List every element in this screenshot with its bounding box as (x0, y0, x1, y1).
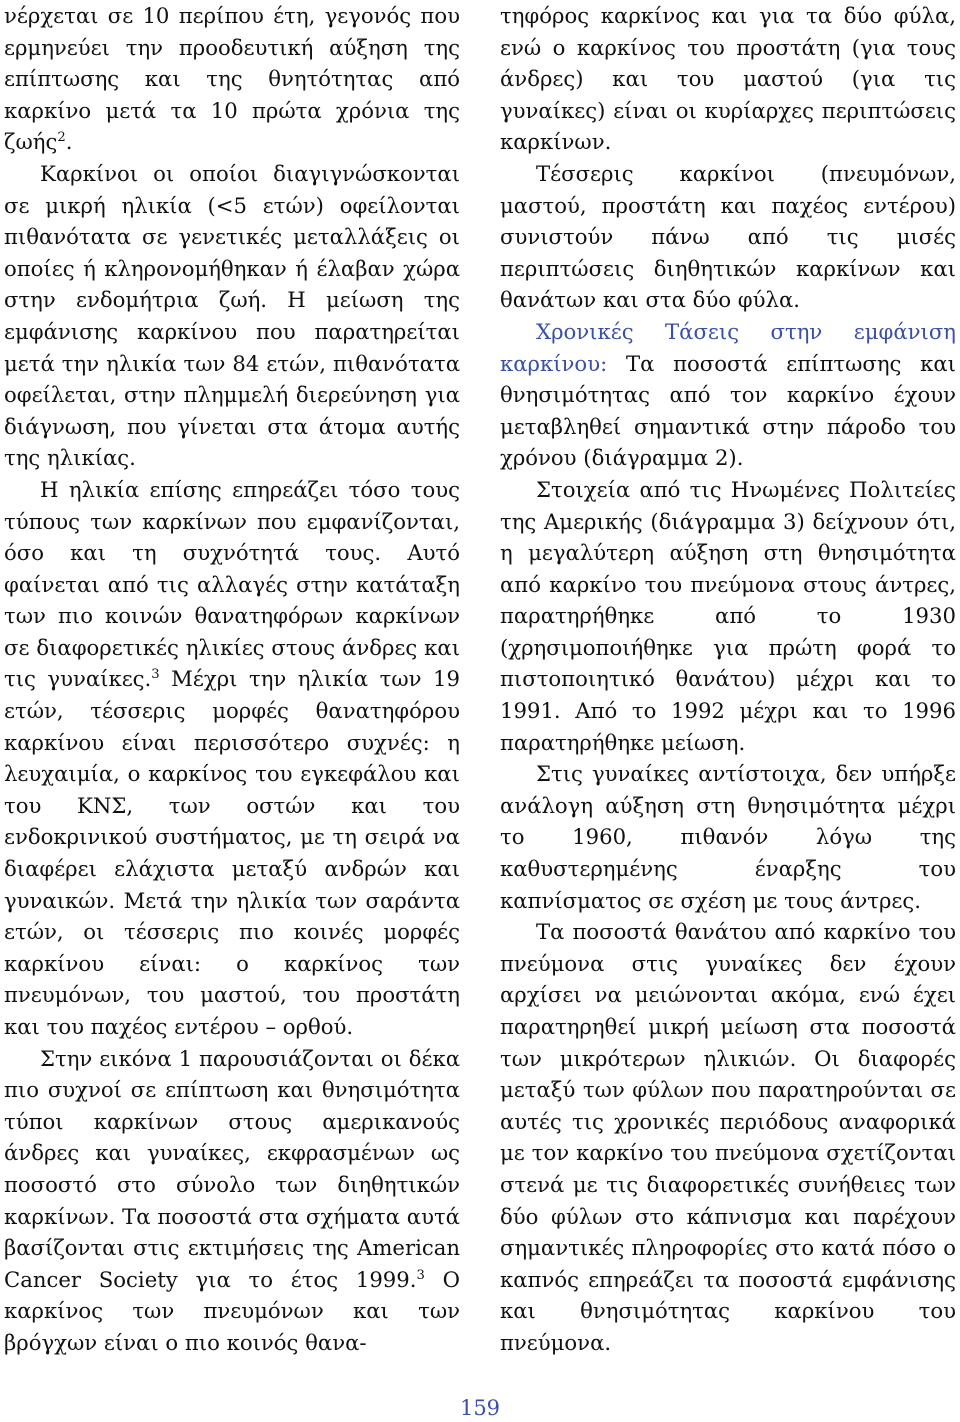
paragraph-right-2: Τέσσερις καρκίνοι (πνευμόνων, μαστού, προστάτη και παχέος εντέρου) συνιστούν πάνω από τις μισές περιπτώσεις διηθητικών καρκίνων και θανάτων και στα δύο φύλα. (500, 160, 956, 313)
page-number: 159 (459, 1396, 501, 1420)
footnote-ref: 2 (57, 130, 66, 146)
footnote-ref: 3 (151, 667, 160, 683)
paragraph-right-3: Χρονικές Τάσεις στην εμφάνιση καρκίνου: Τα ποσοστά επίπτωσης και θνησιμότητας από τον καρκίνο έχουν μεταβληθεί σημαντικά στην πάροδο του χρόνου (διάγραμμα 2). (500, 318, 956, 471)
paragraph-left-1: νέρχεται σε 10 περίπου έτη, γεγονός που ερμηνεύει την προοδευτική αύξηση της επίπτωσης και της θνητότητας από καρκίνο μετά τα 10 πρώτα χρόνια της ζωής$^2$. (4, 3, 460, 155)
paragraph-right-1: τηφόρος καρκίνος και για τα δύο φύλα, ενώ ο καρκίνος του προστάτη (για τους άνδρες) και του μαστού (για τις γυναίκες) είναι οι κυρίαρχες περιπτώσεις καρκίνων. (500, 3, 956, 155)
paragraph-left-2: Καρκίνοι οι οποίοι διαγιγνώσκονται σε μικρή ηλικία (<5 ετών) οφείλονται πιθανότατα σε γενετικές μεταλλάξεις οι οποίες ή κληρονομήθηκαν ή έλαβαν χώρα στην ενδομήτρια ζωή. Η μείωση της εμφάνισης καρκίνου που παρατηρείται μετά την ηλικία των 84 ετών, πιθανότατα οφείλεται, στην πλημμελή διερεύνηση για διάγνωση, που γίνεται στα άτομα αυτής της ηλικίας. (4, 160, 460, 471)
footnote-ref: 3 (416, 1267, 425, 1283)
left-column (4, 0, 460, 1359)
paragraph-left-4: Στην εικόνα 1 παρουσιάζονται οι δέκα πιο συχνοί σε επίπτωση και θνησιμότητα τύποι καρκίνων στους αμερικανούς άνδρες και γυναίκες, εκφρασμένων ως ποσοστό στο σύνολο των διηθητικών καρκίνων. Τα ποσοστά στα σχήματα αυτά βασίζονται στις εκτιμήσεις της American Cancer Society για το έτος 1999.$^3$ Ο καρκίνος των πνευμόνων και των βρόγχων είναι ο πιο κοινός θανα- (4, 1045, 460, 1355)
paragraph-right-4: Στοιχεία από τις Ηνωμένες Πολιτείες της Αμερικής (διάγραμμα 3) δείχνουν ότι, η μεγαλύτερη αύξηση στη θνησιμότητα από καρκίνο του πνεύμονα στους άντρες, παρατηρήθηκε από το 1930 (χρησιμοποιήθηκε για πρώτη φορά το πιστοποιητικό θανάτου) μέχρι και το 1991. Από το 1992 μέχρι και το 1996 παρατηρήθηκε μείωση. (500, 476, 956, 755)
section-heading: Χρονικές Τάσεις στην εμφάνιση καρκίνου: (500, 318, 956, 376)
right-column (500, 0, 956, 1359)
paragraph-left-3: Η ηλικία επίσης επηρεάζει τόσο τους τύπους των καρκίνων που εμφανίζονται, όσο και τη συχνότητά τους. Αυτό φαίνεται από τις αλλαγές στην κατάταξη των πιο κοινών θανατηφόρων καρκίνων σε διαφορετικές ηλικίες στους άνδρες και τις γυναίκες.$^3$ Μέχρι την ηλικία των 19 ετών, τέσσερις μορφές θανατηφόρου καρκίνου είναι περισσότερο συχνές: η λευχαιμία, ο καρκίνος του εγκεφάλου και του ΚΝΣ, των οστών και του ενδοκρινικού συστήματος, με τη σειρά να διαφέρει ελάχιστα μεταξύ ανδρών και γυναικών. Μετά την ηλικία των σαράντα ετών, οι τέσσερις πιο κοινές μορφές καρκίνου είναι: ο καρκίνος των πνευμόνων, του μαστού, του προστάτη και του παχέος εντέρου – ορθού. (4, 476, 460, 1039)
paragraph-right-6: Τα ποσοστά θανάτου από καρκίνο του πνεύμονα στις γυναίκες δεν έχουν αρχίσει να μειώνονται ακόμα, ενώ έχει παρατηρηθεί μικρή μείωση στα ποσοστά των μικρότερων ηλικιών. Οι διαφορές μεταξύ των φύλων που παρατηρούνται σε αυτές τις χρονικές περιόδους αναφορικά με τον καρκίνο του πνεύμονα σχετίζονται στενά με τις διαφορετικές συνήθειες των δύο φύλων στο κάπνισμα και παρέχουν σημαντικές πληροφορίες στο κατά πόσο ο καπνός επηρεάζει τα ποσοστά εμφάνισης και θνησιμότητας καρκίνου του πνεύμονα. (500, 919, 956, 1355)
paragraph-right-5: Στις γυναίκες αντίστοιχα, δεν υπήρξε ανάλογη αύξηση στη θνησιμότητα μέχρι το 1960, πιθανόν λόγω της καθυστερημένης έναρξης του καπνίσματος σε σχέση με τους άντρες. (500, 761, 956, 913)
